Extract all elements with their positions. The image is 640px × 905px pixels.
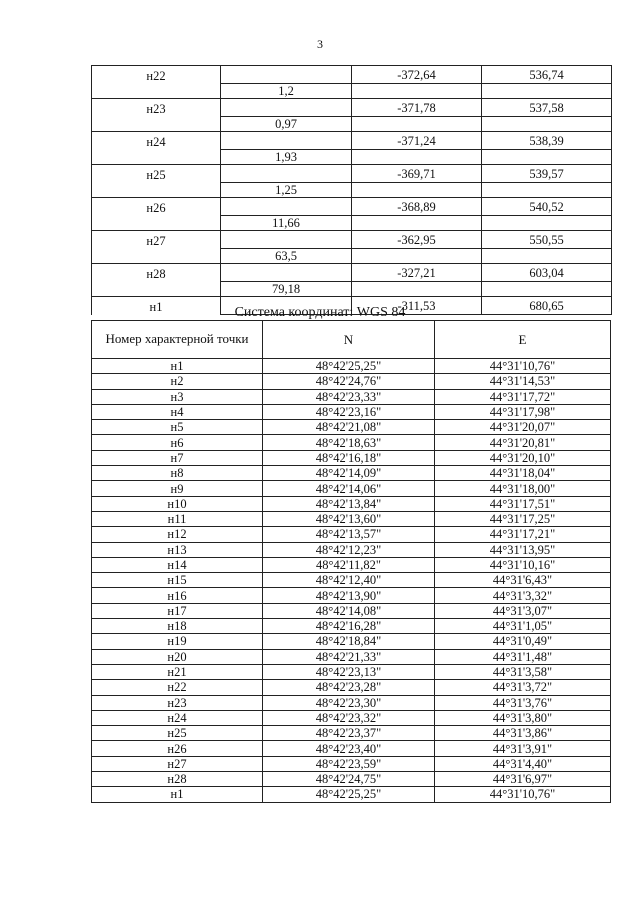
wgs84-coordinates-table: [91, 320, 611, 803]
point-name: н20: [92, 649, 263, 664]
segments-table-body: [92, 66, 612, 315]
point-row: [92, 198, 612, 216]
longitude-e: 44°31'17,51": [435, 496, 611, 511]
empty-cell: [482, 150, 612, 165]
point-name: н1: [92, 297, 221, 315]
table-row: [92, 542, 611, 557]
point-row: [92, 165, 612, 183]
x-coordinate: -311,53: [352, 297, 482, 315]
latitude-n: 48°42'23,16": [263, 404, 435, 419]
latitude-n: 48°42'12,23": [263, 542, 435, 557]
point-name: н12: [92, 527, 263, 542]
y-coordinate: 539,57: [482, 165, 612, 183]
empty-cell: [221, 165, 352, 183]
latitude-n: 48°42'24,76": [263, 374, 435, 389]
table-row: [92, 680, 611, 695]
latitude-n: 48°42'23,32": [263, 710, 435, 725]
latitude-n: 48°42'23,30": [263, 695, 435, 710]
longitude-e: 44°31'17,21": [435, 527, 611, 542]
table-row: [92, 420, 611, 435]
latitude-n: 48°42'12,40": [263, 573, 435, 588]
table-row: [92, 389, 611, 404]
longitude-e: 44°31'3,58": [435, 664, 611, 679]
empty-cell: [482, 183, 612, 198]
longitude-e: 44°31'17,25": [435, 511, 611, 526]
table-row: [92, 374, 611, 389]
point-name: н22: [92, 66, 221, 84]
empty-cell: [482, 117, 612, 132]
longitude-e: 44°31'3,80": [435, 710, 611, 725]
point-name: н18: [92, 619, 263, 634]
table-row: [92, 496, 611, 511]
latitude-n: 48°42'23,13": [263, 664, 435, 679]
empty-cell: [92, 282, 221, 297]
empty-cell: [352, 282, 482, 297]
empty-cell: [92, 216, 221, 231]
empty-cell: [352, 150, 482, 165]
table-row: [92, 710, 611, 725]
empty-cell: [482, 282, 612, 297]
empty-cell: [221, 231, 352, 249]
point-name: н2: [92, 374, 263, 389]
longitude-e: 44°31'14,53": [435, 374, 611, 389]
point-name: н10: [92, 496, 263, 511]
empty-cell: [92, 183, 221, 198]
table-row: [92, 649, 611, 664]
segment-length: 1,93: [221, 150, 352, 165]
x-coordinate: -371,78: [352, 99, 482, 117]
segment-length: 79,18: [221, 282, 352, 297]
table-row: [92, 511, 611, 526]
latitude-n: 48°42'21,08": [263, 420, 435, 435]
latitude-n: 48°42'23,37": [263, 726, 435, 741]
table-row: [92, 756, 611, 771]
latitude-n: 48°42'14,09": [263, 466, 435, 481]
longitude-e: 44°31'10,76": [435, 359, 611, 374]
point-name: н19: [92, 634, 263, 649]
page-number: 3: [317, 37, 323, 51]
table-row: [92, 726, 611, 741]
segment-length: 11,66: [221, 216, 352, 231]
point-name: н1: [92, 359, 263, 374]
y-coordinate: 680,65: [482, 297, 612, 315]
empty-cell: [92, 150, 221, 165]
header-point-number: Номер характерной точки: [92, 321, 263, 359]
segment-length: 1,2: [221, 84, 352, 99]
point-name: н9: [92, 481, 263, 496]
table-row: [92, 404, 611, 419]
segment-row: [92, 282, 612, 297]
latitude-n: 48°42'23,33": [263, 389, 435, 404]
point-name: н16: [92, 588, 263, 603]
empty-cell: [221, 132, 352, 150]
segment-row: [92, 216, 612, 231]
empty-cell: [92, 84, 221, 99]
segment-row: [92, 84, 612, 99]
table-row: [92, 573, 611, 588]
point-name: н28: [92, 772, 263, 787]
latitude-n: 48°42'11,82": [263, 557, 435, 572]
table-row: [92, 481, 611, 496]
point-name: н26: [92, 741, 263, 756]
latitude-n: 48°42'21,33": [263, 649, 435, 664]
latitude-n: 48°42'14,06": [263, 481, 435, 496]
y-coordinate: 537,58: [482, 99, 612, 117]
wgs84-header-row: [92, 321, 611, 359]
table-row: [92, 450, 611, 465]
empty-cell: [221, 264, 352, 282]
point-name: н24: [92, 132, 221, 150]
point-name: н6: [92, 435, 263, 450]
point-name: н25: [92, 165, 221, 183]
point-name: н3: [92, 389, 263, 404]
longitude-e: 44°31'18,00": [435, 481, 611, 496]
wgs84-table-body: [92, 359, 611, 803]
x-coordinate: -368,89: [352, 198, 482, 216]
point-row: [92, 231, 612, 249]
table-row: [92, 787, 611, 802]
latitude-n: 48°42'18,84": [263, 634, 435, 649]
coordinate-system-title: Система координат: WGS 84: [234, 305, 406, 320]
empty-cell: [352, 249, 482, 264]
latitude-n: 48°42'13,57": [263, 527, 435, 542]
x-coordinate: -372,64: [352, 66, 482, 84]
longitude-e: 44°31'13,95": [435, 542, 611, 557]
y-coordinate: 538,39: [482, 132, 612, 150]
point-row: [92, 264, 612, 282]
segment-row: [92, 183, 612, 198]
longitude-e: 44°31'10,16": [435, 557, 611, 572]
table-row: [92, 695, 611, 710]
point-name: н8: [92, 466, 263, 481]
longitude-e: 44°31'1,48": [435, 649, 611, 664]
table-row: [92, 527, 611, 542]
point-name: н22: [92, 680, 263, 695]
point-row: [92, 132, 612, 150]
table-row: [92, 466, 611, 481]
longitude-e: 44°31'4,40": [435, 756, 611, 771]
point-name: н28: [92, 264, 221, 282]
longitude-e: 44°31'3,07": [435, 603, 611, 618]
latitude-n: 48°42'24,75": [263, 772, 435, 787]
point-name: н27: [92, 231, 221, 249]
empty-cell: [92, 249, 221, 264]
point-name: н21: [92, 664, 263, 679]
table-row: [92, 772, 611, 787]
header-longitude-e: E: [435, 321, 611, 359]
point-name: н24: [92, 710, 263, 725]
latitude-n: 48°42'18,63": [263, 435, 435, 450]
longitude-e: 44°31'10,76": [435, 787, 611, 802]
point-name: н17: [92, 603, 263, 618]
point-name: н11: [92, 511, 263, 526]
empty-cell: [482, 216, 612, 231]
longitude-e: 44°31'20,10": [435, 450, 611, 465]
longitude-e: 44°31'3,32": [435, 588, 611, 603]
point-name: н26: [92, 198, 221, 216]
latitude-n: 48°42'25,25": [263, 787, 435, 802]
longitude-e: 44°31'17,72": [435, 389, 611, 404]
longitude-e: 44°31'1,05": [435, 619, 611, 634]
longitude-e: 44°31'3,86": [435, 726, 611, 741]
longitude-e: 44°31'3,76": [435, 695, 611, 710]
point-row: [92, 66, 612, 84]
y-coordinate: 603,04: [482, 264, 612, 282]
segment-row: [92, 117, 612, 132]
point-name: н23: [92, 695, 263, 710]
latitude-n: 48°42'25,25": [263, 359, 435, 374]
table-row: [92, 741, 611, 756]
longitude-e: 44°31'20,81": [435, 435, 611, 450]
table-row: [92, 588, 611, 603]
table-row: [92, 619, 611, 634]
header-latitude-n: N: [263, 321, 435, 359]
x-coordinate: -369,71: [352, 165, 482, 183]
point-name: н13: [92, 542, 263, 557]
table-row: [92, 634, 611, 649]
point-name: н14: [92, 557, 263, 572]
empty-cell: [352, 117, 482, 132]
x-coordinate: -327,21: [352, 264, 482, 282]
empty-cell: [352, 183, 482, 198]
empty-cell: [482, 249, 612, 264]
empty-cell: [221, 66, 352, 84]
longitude-e: 44°31'3,72": [435, 680, 611, 695]
point-row: [92, 99, 612, 117]
segment-length: 0,97: [221, 117, 352, 132]
latitude-n: 48°42'16,18": [263, 450, 435, 465]
point-name: н23: [92, 99, 221, 117]
longitude-e: 44°31'0,49": [435, 634, 611, 649]
longitude-e: 44°31'6,43": [435, 573, 611, 588]
x-coordinate: -362,95: [352, 231, 482, 249]
empty-cell: [92, 117, 221, 132]
empty-cell: [221, 99, 352, 117]
point-name: н27: [92, 756, 263, 771]
point-name: н7: [92, 450, 263, 465]
point-name: н4: [92, 404, 263, 419]
segment-row: [92, 249, 612, 264]
point-name: н25: [92, 726, 263, 741]
table-row: [92, 664, 611, 679]
latitude-n: 48°42'14,08": [263, 603, 435, 618]
table-row: [92, 359, 611, 374]
longitude-e: 44°31'20,07": [435, 420, 611, 435]
empty-cell: [352, 84, 482, 99]
point-name: н15: [92, 573, 263, 588]
longitude-e: 44°31'6,97": [435, 772, 611, 787]
segment-length: 1,25: [221, 183, 352, 198]
empty-cell: [482, 84, 612, 99]
empty-cell: [352, 216, 482, 231]
segment-row: [92, 150, 612, 165]
latitude-n: 48°42'13,90": [263, 588, 435, 603]
point-name: н1: [92, 787, 263, 802]
latitude-n: 48°42'13,84": [263, 496, 435, 511]
latitude-n: 48°42'23,28": [263, 680, 435, 695]
segment-length: 63,5: [221, 249, 352, 264]
latitude-n: 48°42'23,40": [263, 741, 435, 756]
y-coordinate: 550,55: [482, 231, 612, 249]
y-coordinate: 540,52: [482, 198, 612, 216]
table-row: [92, 435, 611, 450]
latitude-n: 48°42'16,28": [263, 619, 435, 634]
longitude-e: 44°31'17,98": [435, 404, 611, 419]
x-coordinate: -371,24: [352, 132, 482, 150]
table-row: [92, 557, 611, 572]
latitude-n: 48°42'13,60": [263, 511, 435, 526]
latitude-n: 48°42'23,59": [263, 756, 435, 771]
segments-table: [91, 65, 612, 315]
point-name: н5: [92, 420, 263, 435]
empty-cell: [221, 198, 352, 216]
y-coordinate: 536,74: [482, 66, 612, 84]
longitude-e: 44°31'18,04": [435, 466, 611, 481]
longitude-e: 44°31'3,91": [435, 741, 611, 756]
table-row: [92, 603, 611, 618]
